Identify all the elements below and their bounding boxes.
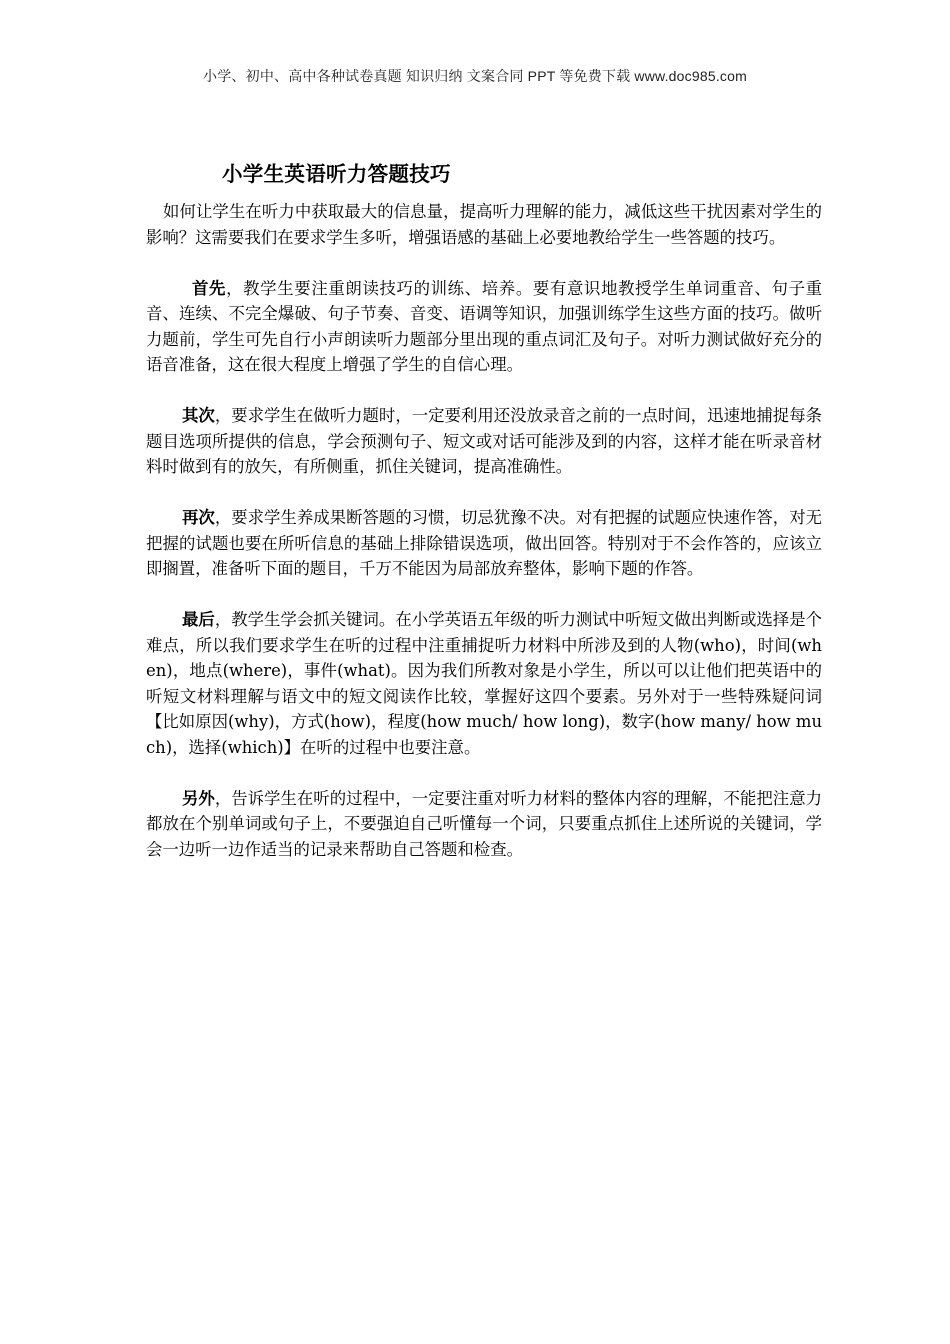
paragraph-second: [146, 403, 822, 480]
document-title: 小学生英语听力答题技巧: [222, 162, 451, 186]
paragraph-additional: [146, 786, 822, 863]
paragraph-text: ，教学生学会抓关键词。在小学英语五年级的听力测试中听短文做出判断或选择是个难点，所以我们要求学生在听的过程中注重捕捉听力材料中所涉及到的人物(who)，时间(when)，地点(where)，事件(what)。因为我们所教对象是小学生，所以可以让他们把英语中的听短文材料理解与语文中的短文阅读作比较，掌握好这四个要素。另外对于一些特殊疑问词【比如原因(why)，方式(how)，程度(how much/ how long)，数字(how many/ how much)，选择(which)】在听的过程中也要注意。: [146, 610, 823, 757]
paragraph-text: 如何让学生在听力中获取最大的信息量，提高听力理解的能力，减低这些干扰因素对学生的影响？这需要我们在要求学生多听，增强语感的基础上必要地教给学生一些答题的技巧。: [146, 202, 822, 247]
page-header: 小学、初中、高中各种试卷真题 知识归纳 文案合同 PPT 等免费下载 www.doc985.com: [203, 68, 747, 84]
document-body: [146, 199, 822, 888]
paragraph-intro: [146, 199, 822, 250]
paragraph-first: [146, 276, 822, 378]
paragraph-last: [146, 607, 822, 760]
paragraph-lead: 首先: [192, 278, 227, 298]
paragraph-text: ，要求学生养成果断答题的习惯，切忌犹豫不决。对有把握的试题应快速作答，对无把握的试题也要在所听信息的基础上排除错误选项，做出回答。特别对于不会作答的，应该立即搁置，准备听下面的题目，千万不能因为局部放弃整体，影响下题的作答。: [146, 508, 823, 578]
paragraph-text: ，要求学生在做听力题时，一定要利用还没放录音之前的一点时间，迅速地捕捉每条题目选项所提供的信息，学会预测句子、短文或对话可能涉及到的内容，这样才能在听录音材料时做到有的放矢，有所侧重，抓住关键词，提高准确性。: [146, 406, 823, 476]
paragraph-lead: 其次: [182, 406, 215, 425]
paragraph-lead: 另外: [182, 788, 215, 808]
paragraph-text: ，告诉学生在听的过程中，一定要注重对听力材料的整体内容的理解，不能把注意力都放在个别单词或句子上，不要强迫自己听懂每一个词，只要重点抓住上述所说的关键词，学会一边听一边作适当的记录来帮助自己答题和检查。: [146, 788, 823, 859]
paragraph-third: [146, 505, 822, 582]
paragraph-lead: 最后: [182, 610, 215, 629]
paragraph-lead: 再次: [182, 508, 215, 527]
paragraph-text: ，教学生要注重朗读技巧的训练、培养。要有意识地教授学生单词重音、句子重音、连续、不完全爆破、句子节奏、音变、语调等知识，加强训练学生这些方面的技巧。做听力题前，学生可先自行小声朗读听力题部分里出现的重点词汇及句子。对听力测试做好充分的语音准备，这在很大程度上增强了学生的自信心理。: [146, 278, 823, 374]
